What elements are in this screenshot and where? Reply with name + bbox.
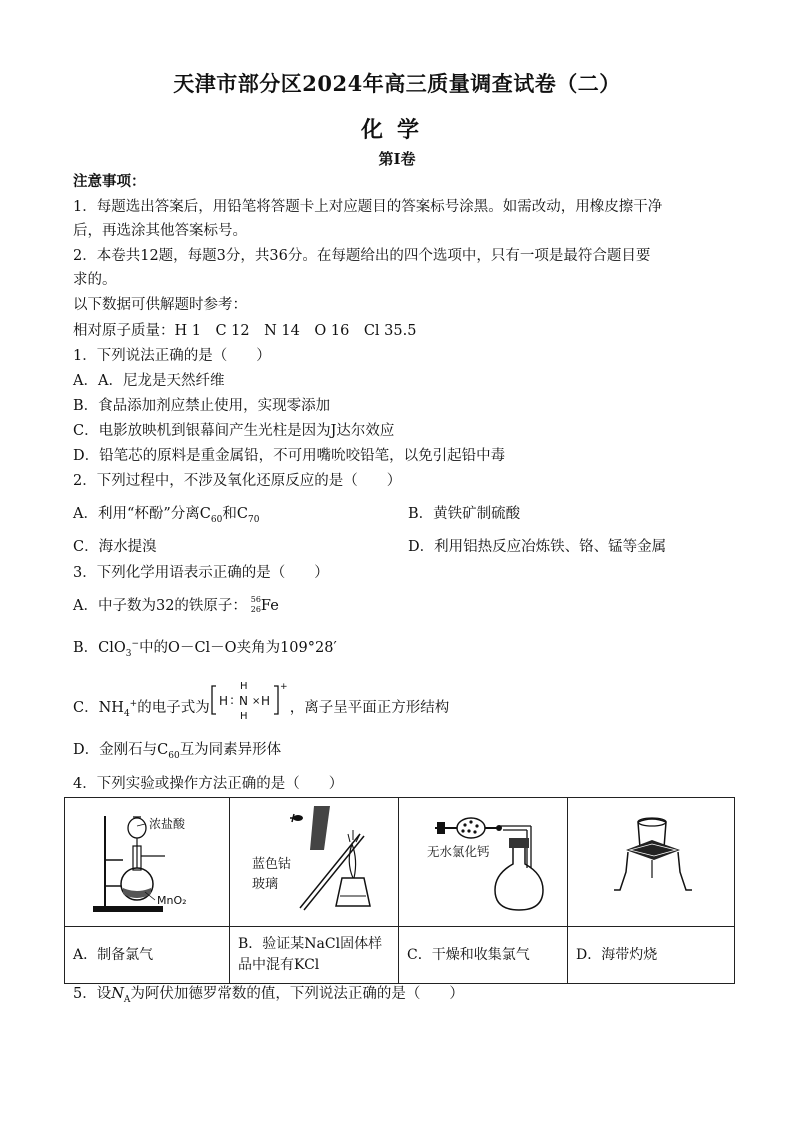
drying-collecting-diagram — [399, 798, 567, 922]
q5-prefix: 5．设 — [73, 986, 112, 1002]
svg-text:H: H — [239, 681, 248, 692]
apparatus-c-cell — [399, 798, 568, 927]
q2-option-d: D．利用铝热反应冶炼铁、铬、锰等金属 — [408, 539, 667, 555]
q3-c-rest: ，离子呈平面正方形结构 — [289, 700, 450, 716]
q3-option-d — [73, 740, 281, 760]
caption-c: C．干燥和收集氯气 — [399, 927, 568, 984]
apparatus-b-cell — [230, 798, 399, 927]
q2-option-b: B．黄铁矿制硫酸 — [408, 506, 521, 522]
q1-option-a: A．A．尼龙是天然纤维 — [73, 373, 225, 389]
q3-option-c — [73, 681, 450, 726]
q3-b-sup: − — [131, 639, 140, 650]
svg-text:+: + — [279, 682, 288, 692]
notice-item-2-line-1: 2．本卷共12题，每题3分，共36分。在每题给出的四个选项中，只有一项是最符合题目要 — [73, 248, 651, 264]
caption-d: D．海带灼烧 — [568, 927, 735, 984]
q1-option-c: C．电影放映机到银幕间产生光柱是因为J达尔效应 — [73, 423, 395, 439]
q2-stem: 2．下列过程中，不涉及氧化还原反应的是（ ） — [73, 473, 402, 489]
flame-test-diagram — [230, 798, 398, 922]
notice-item-1-line-2: 后，再选涂其他答案标号。 — [73, 223, 247, 239]
nh4-electron-formula — [210, 681, 290, 726]
atomic-mass-line: 相对原子质量：H 1 C 12 N 14 O 16 Cl 35.5 — [73, 323, 417, 339]
label-anhydrous-cacl2: 无水氯化钙 — [427, 844, 490, 859]
label-cobalt-glass-2: 玻璃 — [252, 877, 279, 892]
q2-a-sub1: 60 — [210, 514, 223, 525]
q3-stem: 3．下列化学用语表示正确的是（ ） — [73, 565, 329, 581]
q3-c-prefix: C．NH — [73, 700, 124, 716]
q3-a-atomic-number: 26 — [250, 605, 261, 614]
q3-option-b — [73, 638, 337, 658]
q1-stem: 1．下列说法正确的是（ ） — [73, 348, 271, 364]
apparatus-d-cell — [568, 798, 735, 927]
svg-text:H: H — [260, 694, 270, 708]
q3-c-mid: 的电子式为 — [137, 700, 210, 716]
label-mno2: MnO₂ — [157, 894, 187, 907]
q3-b-rest: 中的O－Cl－O夹角为109°28′ — [139, 640, 337, 656]
notice-item-1-line-1: 1．每题选出答案后，用铅笔将答题卡上对应题目的答案标号涂黑。如需改动，用橡皮擦干净 — [73, 199, 663, 215]
q1-option-b: B．食品添加剂应禁止使用，实现零添加 — [73, 398, 331, 414]
q4-stem: 4．下列实验或操作方法正确的是（ ） — [73, 776, 344, 792]
svg-text:×: × — [251, 696, 261, 707]
caption-b: B．验证某NaCl固体样品中混有KCl — [230, 927, 399, 984]
notice-heading: 注意事项： — [73, 173, 146, 190]
q5-rest: 为阿伏加德罗常数的值，下列说法正确的是（ ） — [130, 986, 464, 1002]
subject-heading: 化学 — [360, 117, 433, 143]
q3-a-mass-number: 56 — [250, 595, 261, 604]
q3-a-prefix: A．中子数为32的铁原子： — [73, 598, 247, 614]
svg-text:H: H — [218, 694, 228, 708]
q3-c-sup: + — [129, 699, 138, 710]
q3-option-a — [73, 596, 279, 616]
label-conc-hcl: 浓盐酸 — [149, 817, 186, 831]
q2-option-a — [73, 504, 259, 524]
q5-stem — [73, 984, 464, 1004]
q3-d-prefix: D．金刚石与C — [73, 742, 169, 758]
q5-na-sub: A — [123, 994, 131, 1005]
q3-b-sub: 3 — [125, 648, 132, 659]
seaweed-ignition-diagram — [568, 798, 734, 922]
notice-item-2-line-2: 求的。 — [73, 272, 117, 288]
caption-a: A．制备氯气 — [65, 927, 230, 984]
apparatus-a-cell — [65, 798, 230, 927]
q1-option-d: D．铅笔芯的原料是重金属铅，不可用嘴吮咬铅笔，以免引起铅中毒 — [73, 448, 506, 464]
q3-b-prefix: B．ClO — [73, 640, 126, 656]
reference-note: 以下数据可供解题时参考： — [73, 297, 247, 313]
q2-option-c: C．海水提溴 — [73, 539, 157, 555]
q3-d-sub: 60 — [168, 750, 180, 761]
q2-a-mid: 和C — [222, 506, 248, 522]
q2-a-sub2: 70 — [247, 514, 260, 525]
svg-text:H: H — [239, 711, 248, 720]
experiment-table — [64, 797, 735, 984]
q3-c-sub: 4 — [123, 708, 130, 719]
q3-d-rest: 互为同素异形体 — [179, 742, 282, 758]
q2-a-prefix: A．利用“杯酚”分离C — [73, 506, 211, 522]
volume-heading: 第Ⅰ卷 — [378, 150, 416, 168]
chlorine-generator-diagram — [65, 798, 229, 922]
q5-na-symbol: N — [111, 986, 124, 1002]
q3-a-symbol: Fe — [260, 598, 279, 614]
svg-text::: : — [229, 693, 234, 707]
q3-a-nuclide — [247, 596, 261, 616]
svg-text:N: N — [238, 694, 248, 708]
page-title: 天津市部分区2024年高三质量调查试卷（二） — [173, 71, 621, 96]
label-cobalt-glass-1: 蓝色钴 — [252, 857, 292, 872]
